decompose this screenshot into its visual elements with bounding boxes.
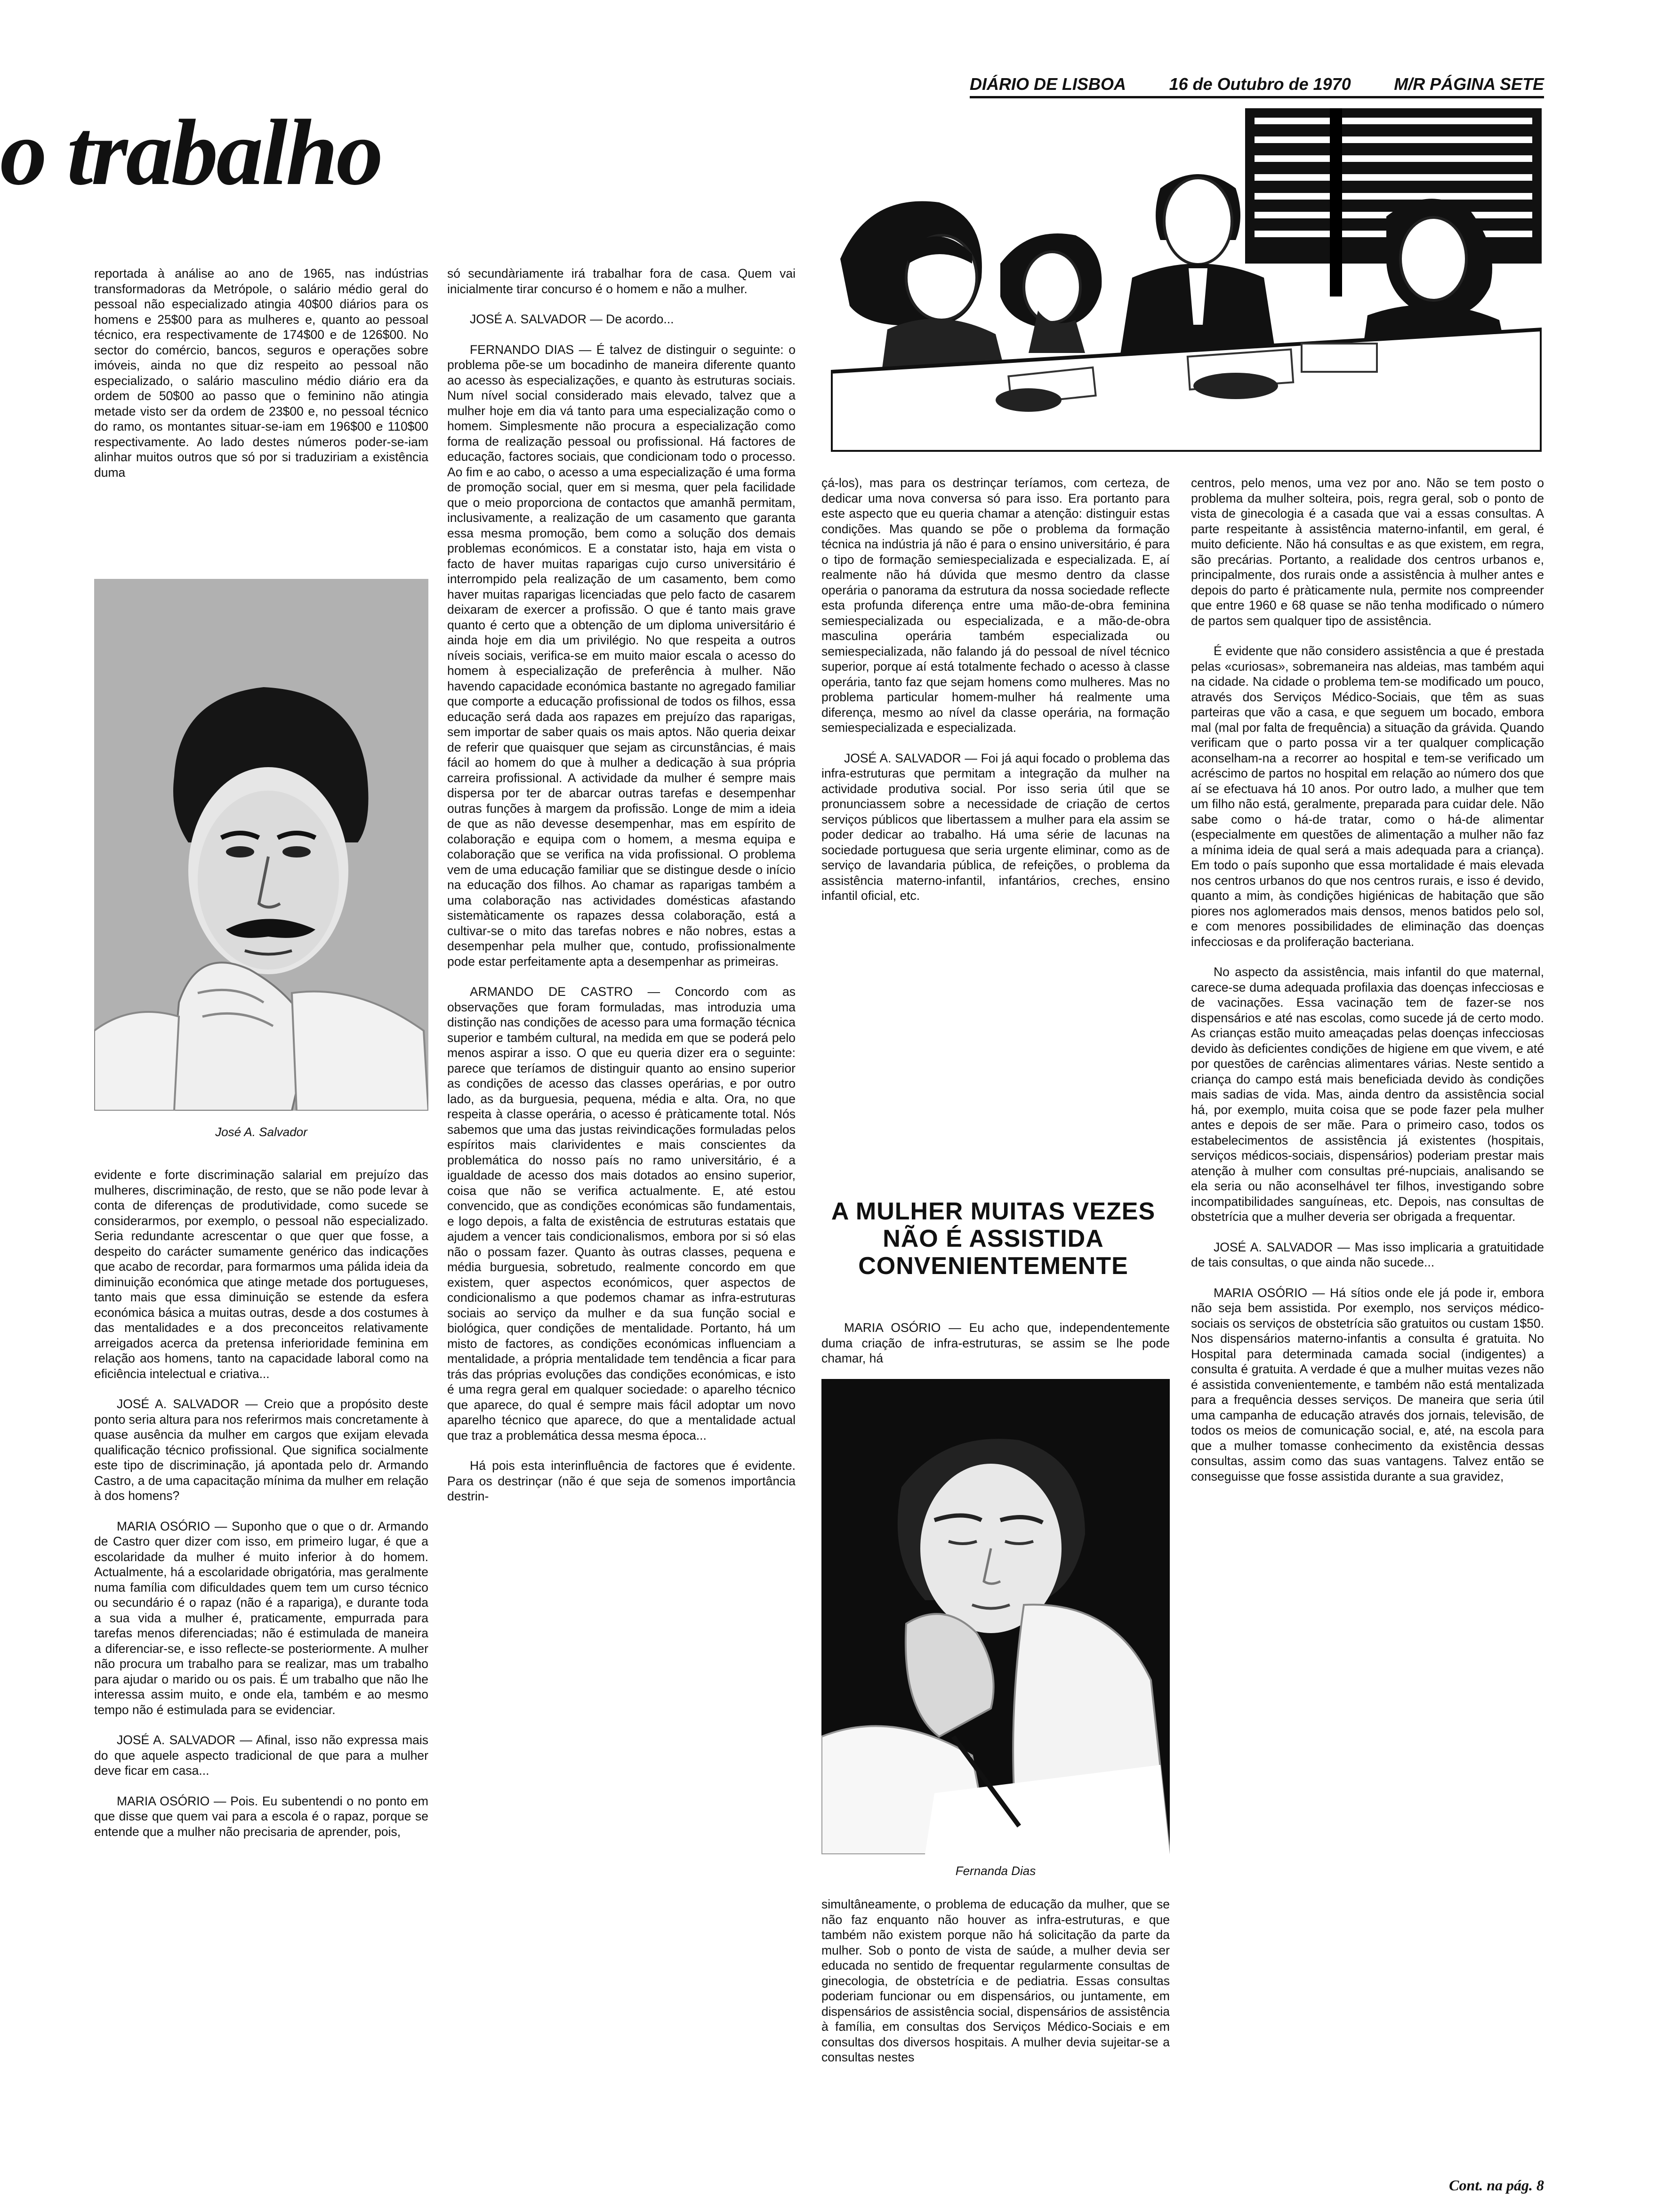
headline: o trabalho: [0, 101, 382, 205]
section-subhead: A MULHER MUITAS VEZES NÃO É ASSISTIDA CONVENIENTEMENTE: [831, 1198, 1156, 1280]
column-1-bottom: [94, 1167, 428, 2174]
column-3-bottom: [821, 1897, 1170, 2179]
paragraph: No aspecto da assistência, mais infantil do que maternal, carece-se duma adequada profilaxia das doenças infecciosas e de vacinações. Essa vacinação tem de fazer-se nos dispensários e até nas escolas, como sucede já de certo modo. As crianças estão muito ameaçadas pelas doenças infecciosas devido às deficientes condições de higiene em que vivem, e até por questões de carências alimentares várias. Neste sentido a criança do campo está mais beneficiada devido às condições mais sadias de vida. Mas, ainda dentro da assistência social há, por exemplo, muita coisa que se pode fazer pela mulher antes e depois de ser mãe. Para o primeiro caso, todos os estabelecimentos de assistência já existentes (hospitais, serviços médicos-sociais, dispensários) poderiam prestar mais atenção à mulher com consultas pré-nupciais, analisando se ela seria ou não aconselhável ter filhos, investigando sobre incompatibilidades sanguíneas, etc. Depois, nas consultas de obstetrícia que a mulher deveria ser obrigada a frequentar.: [1191, 965, 1544, 1224]
paragraph: ARMANDO DE CASTRO — Concordo com as observações que foram formuladas, mas introduzia uma distinção nas condições de acesso para uma formação técnica superior e também cultural, na medida em que se poderá pelo menos aspirar a isso. O que eu queria dizer era o seguinte: parece que teríamos de distinguir quanto ao ensino superior as condições de acesso das classes operárias, e por outro lado, as da burguesia, pequena, média e alta. Ora, no que respeita à classe operária, o acesso é pràticamente total. Nós sabemos que uma das justas reivindicações formuladas pelos espíritos mais clarividentes e mais conscientes da problemática do nosso país no ramo universitário, é a igualdade de acesso dos mais dotados ao ensino superior, coisa que não se verifica actualmente. E, até estou convencido, que as condições económicas são fundamentais, e logo depois, a falta de existência de estruturas estatais que ajudem a vencer tais condicionalismos, embora por si só elas não o possam fazer. Quanto às outras classes, pequena e média burguesia, sobretudo, realmente concordo em que existem, quer aspectos económicos, quer aspectos de condicionalismo a que podemos chamar as infra-estruturas sociais ao serviço da mulher e da sua função social e biológica, quer condições de mentalidade. Portanto, há um misto de factores, as condições económicas influenciam a mentalidade, a própria mentalidade tem tendência a ficar para trás das próprias evoluções das condições económicas, e isto é uma regra geral em qualquer sociedade: o aparelho técnico que aparece, do qual é sempre mais fácil adoptar um novo aparelho técnico que aparece, do que a mentalidade actual que traz a problemática dessa mesma época...: [447, 985, 796, 1443]
column-3-top: [821, 475, 1170, 1153]
paragraph: MARIA OSÓRIO — Eu acho que, independentemente duma criação de infra-estruturas, se assim se lhe pode chamar, há: [821, 1321, 1170, 1365]
group-photo: [831, 108, 1542, 452]
paragraph: MARIA OSÓRIO — Há sítios onde ele já pode ir, embora não seja bem assistida. Por exemplo, nos serviços médico-sociais os serviços de obstetrícia são gratuitos ou custam 1$50. Nos dispensários materno-infantis a consulta é gratuita. No Hospital para determinada camada social (indigentes) a consulta é gratuita. A verdade é que a mulher muitas vezes não é assistida convenientemente, e também não está mentalizada para a frequência desses serviços. De maneira que seria útil uma campanha de educação através dos jornais, televisão, de todos os meios de comunicação social, e, até, na escola para que a mulher tomasse conhecimento da existência dessas consultas, assim como das suas vantagens. Talvez então se conseguisse que fosse assistida durante a sua gravidez,: [1191, 1285, 1544, 1483]
paragraph: reportada à análise ao ano de 1965, nas indústrias transformadoras da Metrópole, o salário médio geral do pessoal não especializado atingia 40$00 diários para os homens e 25$00 para as mulheres e, quanto ao pessoal técnico, era respectivamente de 174$00 e de 126$00. No sector do comércio, bancos, seguros e operações sobre imóveis, ainda no que diz respeito ao pessoal não especializado, o salário masculino médio diário era da ordem de 50$00 ao passo que o feminino não atingia metade visto ser da ordem de 23$00 e, no pessoal técnico do ramo, os montantes situar-se-iam em 196$00 e 110$00 respectivamente. Ao lado destes números poder-se-iam alinhar muitos outros que só por si traduziriam a existência duma: [94, 266, 428, 480]
paragraph: MARIA OSÓRIO — Pois. Eu subentendi o no ponto em que disse que quem vai para a escola é o rapaz, porque se entende que a mulher não precisaria de aprender, pois,: [94, 1794, 428, 1839]
newspaper-name: DIÁRIO DE LISBOA: [970, 74, 1126, 94]
paragraph: É evidente que não considero assistência a que é prestada pelas «curiosas», sobremaneira nas aldeias, mas também aqui na cidade. Na cidade o problema tem-se modificado um pouco, através dos Serviços Médico-Sociais, que têm as suas parteiras que vão a casa, e que seguem um bocado, embora mal (mal por falta de frequência) a situação da grávida. Quando verificam que o parto possa vir a ter qualquer complicação aconselham-na a recorrer ao hospital e tem-se verificado um acréscimo de partos no hospital em relação ao número dos que aí se efectuava há 10 anos. Por outro lado, a mulher que tem um filho não está, geralmente, preparada para cuidar dele. Não sabe como o há-de tratar, como o há-de alimentar (especialmente em questões de alimentação a mulher não faz a mínima ideia de qual será a mais adequada para a criança). Em todo o país suponho que essa mortalidade é mais elevada nos centros urbanos do que nos centros rurais, e isso é devido, quanto a mim, às condições higiénicas de habitação que são piores nos aglomerados mais densos, menos batidos pelo sol, e com menores possibilidades de eliminação das doenças infecciosas e da proliferação bacteriana.: [1191, 644, 1544, 949]
paragraph: MARIA OSÓRIO — Suponho que o que o dr. Armando de Castro quer dizer com isso, em primeiro lugar, é que a escolaridade da mulher é muito inferior à do homem. Actualmente, há a escolaridade obrigatória, mas geralmente numa família com dificuldades quem tem um curso técnico ou secundário é o rapaz (não é a rapariga), e durante toda a sua vida a mulher é, praticamente, empurrada para tarefas menos diferenciadas; não é estimulada de maneira a diferenciar-se, e isso reflecte-se posteriormente. A mulher não procura um trabalho para se realizar, mas um trabalho para ajudar o marido ou os pais. É um trabalho que não lhe interessa assim muito, e onde ela, também e ao mesmo tempo não é estimulada para se evidenciar.: [94, 1519, 428, 1717]
paragraph: çá-los), mas para os destrinçar teríamos, com certeza, de dedicar uma nova conversa só para isso. Era portanto para este aspecto que eu queria chamar a atenção: distinguir estas condições. Mas quando se põe o problema da formação técnica na indústria já não é para o ensino universitário, é para o tipo de formação semiespecializada e especializada. E, aí realmente não há dúvida que mesmo dentro da classe operária o panorama da estrutura da nossa sociedade reflecte esta profunda diferença entre uma mão-de-obra feminina semiespecializada ou especializada, e a mão-de-obra masculina operária também especializada ou semiespecializada, não falando já do pessoal de nível técnico superior, porque aí está totalmente fechado o acesso à classe operária, tanto faz que sejam homens como mulheres. Mas no problema particular homem-mulher há realmente uma diferença, mesmo ao nível da classe operária, na formação semiespecializada e especializada.: [821, 476, 1170, 735]
masthead: [970, 66, 1544, 98]
paragraph: JOSÉ A. SALVADOR — Mas isso implicaria a gratuitidade de tais consultas, o que ainda não sucede...: [1191, 1240, 1544, 1269]
portrait-image: [94, 579, 428, 1111]
column-1-top: [94, 266, 428, 554]
group-photo-image: [831, 108, 1542, 452]
paragraph: evidente e forte discriminação salarial em prejuízo das mulheres, discriminação, de resto, que se não pode levar à conta de diferenças de produtividade, como sucede se considerarmos, por exemplo, o pessoal não especializado. Seria redundante acrescentar o que quer que fosse, a despeito do carácter sumamente genérico das indicações que acabo de recordar, para formarmos uma pálida ideia da diminuição económica que atinge metade dos portugueses, tanto mais que essa diminuição se estende da esfera económica básica a muitas outras, desde a dos costumes à das mentalidades e a dos preconceitos relativamente arreigados acerca da pretensa inferioridade feminina em relação aos homens, tanto na capacidade laboral como na eficiência intelectual e criativa...: [94, 1168, 428, 1381]
caption-jose-salvador: José A. Salvador: [215, 1125, 307, 1139]
paragraph: Há pois esta interinfluência de factores que é evidente. Para os destrinçar (não é que seja de somenos importância destrin-: [447, 1459, 796, 1503]
column-3-mid: [821, 1320, 1170, 1370]
portrait-jose-salvador: [94, 579, 428, 1111]
paragraph: JOSÉ A. SALVADOR — Creio que a propósito deste ponto seria altura para nos referirmos mais concretamente à quase ausência da mulher em cargos que exijam elevada qualificação técnico profissional. Que significa socialmente este tipo de discriminação, já apontada pelo dr. Armando Castro, a de uma capacitação mínima da mulher em relação à dos homens?: [94, 1397, 428, 1503]
paragraph: JOSÉ A. SALVADOR — Foi já aqui focado o problema das infra-estruturas que permitam a integração da mulher na actividade produtiva social. Por isso seria útil que se pronunciassem sobre a necessidade de criação de certos serviços públicos que libertassem a mulher para ela assim se poder dedicar ao trabalho. Há uma série de lacunas na sociedade portuguesa que seria urgente eliminar, como as de serviço de lavandaria pública, de refeições, o problema da assistência materno-infantil, infantários, creches, ensino infantil oficial, etc.: [821, 751, 1170, 903]
page-number: M/R PÁGINA SETE: [1394, 74, 1544, 94]
portrait-image: [821, 1379, 1170, 1854]
caption-fernanda-dias: Fernanda Dias: [955, 1864, 1036, 1878]
continuation-note: Cont. na pág. 8: [1449, 2177, 1544, 2194]
paragraph: FERNANDO DIAS — É talvez de distinguir o seguinte: o problema põe-se um bocadinho de maneira diferente quanto ao acesso às especializações, e quanto às estruturas sociais. Num nível social considerado mais elevado, talvez que a mulher hoje em dia vá tanto para uma especialização como o homem. Simplesmente não procura a especialização como forma de realização pessoal ou profissional. Há factores de educação, factores sociais, que condicionam todo o processo. Ao fim e ao cabo, o acesso a uma especialização é uma forma de promoção social, quer em si mesma, quer pela facilidade que o meio proporciona de contactos que amanhã permitam, inclusivamente, a realização de um casamento que garanta essa mesma promoção, bem como a solução dos demais problemas económicos. E a constatar isto, haja em vista o facto de haver muitas raparigas cujo curso universitário é interrompido pela realização de um casamento, bem como haver muitas raparigas licenciadas que pelo facto de casarem deixaram de exercer a profissão. O que é tanto mais grave quanto é certo que a obtenção de um diploma universitário é ainda hoje em dia um privilégio. No que respeita a outros níveis sociais, verifica-se em muito maior escala o acesso do homem à especialização de preferência à mulher. Não havendo capacidade económica bastante no agregado familiar que comporte a educação profissional de todos os filhos, essa educação será dada aos rapazes em prejuízo das raparigas, sem importar de saber quais os mais aptos. Não queria deixar de referir que quaisquer que sejam as circunstâncias, é mais fácil ao homem do que à mulher a dedicação à sua própria carreira profissional. A actividade da mulher é sempre mais dispersa por ter de abarcar outras tarefas e desempenhar outras funções à margem da profissão. Longe de mim a ideia de que as não devesse desempenhar, mas em espírito de colaboração e equipa com o homem, a mesma equipa e colaboração que se verifica na vida profissional. O problema vem de uma educação familiar que se distingue desde o início na educação dos filhos. Ao chamar as raparigas também a uma colaboração nas actividades domésticas afastando sistemàticamente os rapazes dessa colaboração, está a cultivar-se o mito das tarefas nobres e não nobres, estas a desempenhar pela mulher que, contudo, profissionalmente pode estar perfeitamente apta a desempenhar as primeiras.: [447, 342, 796, 969]
portrait-fernanda-dias: [821, 1379, 1170, 1854]
paragraph: centros, pelo menos, uma vez por ano. Não se tem posto o problema da mulher solteira, pois, regra geral, sob o ponto de vista de ginecologia é a casada que vai a essas consultas. A parte respeitante à assistência materno-infantil, em geral, é muito deficiente. Não há consultas e as que existem, em regra, são precárias. Portanto, a realidade dos centros urbanos e, principalmente, dos rurais onde a assistência à mulher antes e depois do parto é pràticamente nula, permite nos compreender que entre 1960 e 68 quase se não tenha modificado o número de partos sem qualquer tipo de assistência.: [1191, 476, 1544, 628]
paragraph: simultâneamente, o problema de educação da mulher, que se não faz enquanto não houver as infra-estruturas, e que também não existem porque não há solicitação da parte da mulher. Sob o ponto de vista de saúde, a mulher devia ser educada no sentido de frequentar regularmente consultas de ginecologia, de obstetrícia e de pediatria. Essas consultas poderiam funcionar ou em dispensários, ou juntamente, em dispensários de assistência social, dispensários de assistência à família, em consultas dos Serviços Médico-Sociais e em consultas dos diversos hospitais. A mulher devia sujeitar-se a consultas nestes: [821, 1897, 1170, 2064]
paragraph: JOSÉ A. SALVADOR — Afinal, isso não expressa mais do que aquele aspecto tradicional de que para a mulher deve ficar em casa...: [94, 1733, 428, 1778]
paragraph: JOSÉ A. SALVADOR — De acordo...: [470, 312, 674, 326]
column-4: [1191, 475, 1544, 2170]
paragraph: só secundàriamente irá trabalhar fora de casa. Quem vai inicialmente tirar concurso é o homem e não a mulher.: [447, 266, 796, 296]
column-2: [447, 266, 796, 2177]
issue-date: 16 de Outubro de 1970: [1169, 74, 1351, 94]
